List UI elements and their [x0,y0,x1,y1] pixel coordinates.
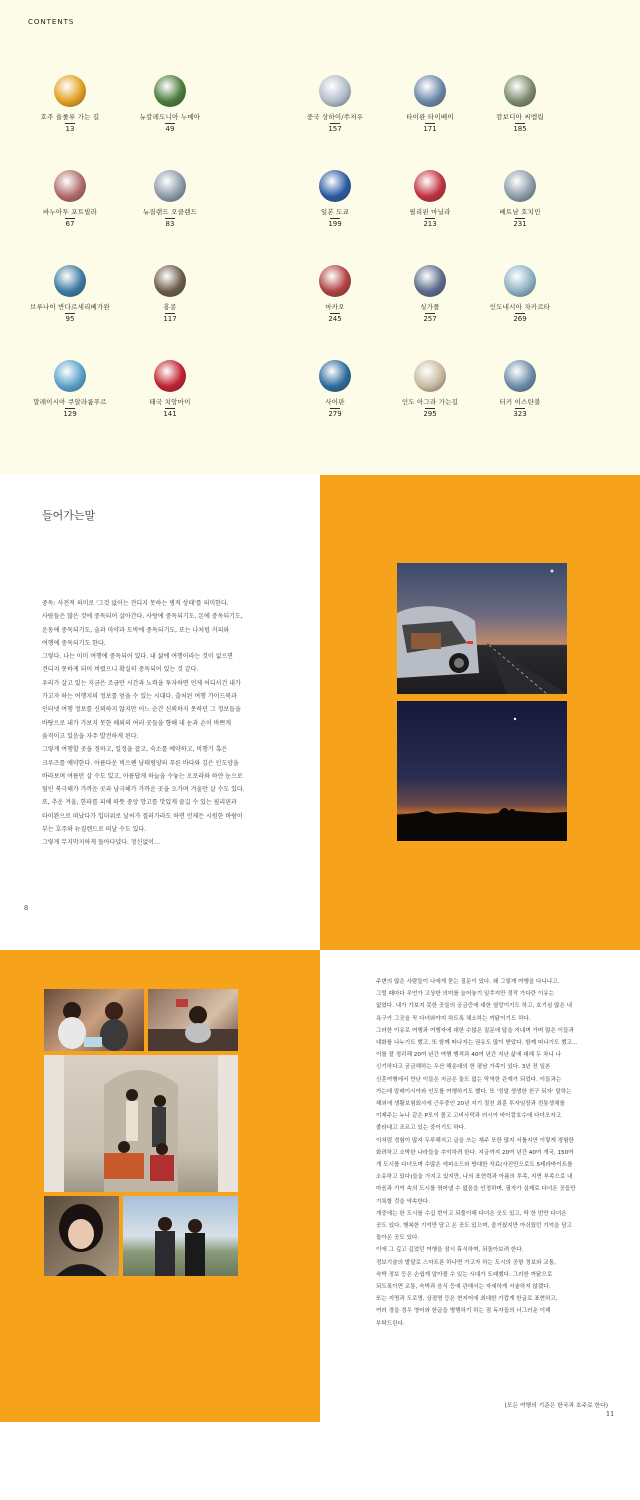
body-line: 해외에 생활보험회사에 근무중인 20년 지기 절친 최훈 투자임장과 전통생채를 [376,1101,565,1108]
intro-line: 바탕으로 내가 가보지 못한 해외의 여러 곳들을 향해 내 눈과 손이 바쁘게 [42,719,232,727]
toc-thumbnail [54,75,86,107]
body-line: 개 도시를 다녀오며 수많은 에피소드와 방대한 자료(사진만으로도 5테라바이트를 [376,1162,573,1169]
toc-page-number: 49 [165,125,175,133]
road-car-photo [397,563,567,694]
toc-thumbnail [504,360,536,392]
toc-page-number: 157 [328,125,342,133]
body-line: 되도록이면 교통, 숙박과 음식 등에 관해서는 자세하게 서술하지 않겠다. [376,1284,551,1291]
body-line: 졸라대고 조르고 있는 중이기도 하다. [376,1125,466,1132]
toc-page-number: 213 [423,220,437,228]
intro-line: 부는 호주와 뉴질랜드로 떠날 수도 있다. [42,826,147,834]
page-number-right: 11 [606,1410,615,1418]
toc-title: 일본 도쿄 [320,208,350,216]
body-line: 또는 지명과 도로명, 상점명 등은 현지어에 최대한 가깝게 한글로 표현하고, [376,1296,558,1303]
toc-page-number: 95 [65,315,75,323]
toc-page-number: 141 [163,410,177,418]
toc-rule [65,123,75,124]
toc-rule [330,408,340,409]
toc-entry[interactable] [15,170,125,228]
toc-rule [515,123,525,124]
toc-title: 태국 치앙마이 [149,398,191,406]
toc-rule [165,408,175,409]
body-line: 없었다. 내가 가보지 못한 곳들의 궁금증에 대한 열망이기도 하고, 호기심 많은 내 [376,1003,573,1010]
body-line: 숙박 정보 등은 손쉽게 알아볼 수 있는 시대가 도래했다. 그러한 까닭으로 [376,1271,553,1278]
toc-title: 인도 아그라 가는길 [401,398,459,406]
body-text [370,976,606,1330]
toc-rule [165,123,175,124]
intro-line: 그렇게 무지막지하게 돌아다녔다. 정신없이… [42,839,160,847]
toc-rule [165,313,175,314]
toc-title: 필리핀 마닐라 [409,208,451,216]
toc-entry[interactable] [115,265,225,323]
toc-entry[interactable] [115,75,225,133]
page-number-left: 8 [24,904,29,912]
body-line: 소유하고 있다)들을 가지고 있지만, 나의 표현력과 아픔의 투족, 지면 부족으로 내 [376,1174,573,1181]
body-line: 화려하고 소박한 나라들을 추억하려 한다. 지금까지 20여 년간 40여 개국, 150여 [376,1149,574,1156]
collage-photo-taj-mahal-group [44,1055,238,1192]
toc-title: 싱가폴 [420,303,440,311]
toc-thumbnail [414,265,446,297]
intro-body [42,597,274,850]
toc-page-number: 323 [513,410,527,418]
toc-entry[interactable] [15,360,125,418]
toc-title: 브루나이 반다르세리베가완 [29,303,110,311]
toc-entry[interactable] [280,360,390,418]
toc-title: 중국 상하이/쑤저우 [306,113,364,121]
toc-title: 터키 이스탄불 [499,398,541,406]
toc-title: 뉴질랜드 오클랜드 [142,208,198,216]
toc-thumbnail [319,360,351,392]
footnote: (모든 여행의 기준은 한국과 호주로 한다) [504,1403,608,1409]
toc-thumbnail [504,170,536,202]
toc-thumbnail [54,265,86,297]
body-line: 이제주는 누나 같은 P모이 몰고 고비사막과 러시아 바이칼호수에 다녀오자고 [376,1113,562,1120]
toc-page-number: 257 [423,315,437,323]
intro-line: 타이완으로 떠났다가 입더위로 날씨가 절러가라도 하면 언제든 시원한 바람이 [42,812,243,820]
intro-line: 인터넷 여행 정보를 신뢰하지 않지만 어느 순간 신뢰하지 못하던 그 정보들을 [42,706,241,714]
toc-thumbnail [154,360,186,392]
body-line: 그럴 때마다 무언가 고상한 의미를 늘어놓기 일쑤지만 정작 가다란 이유는 [376,991,555,998]
toc-thumbnail [414,75,446,107]
toc-page-number: 67 [65,220,75,228]
friends-1-illustration [44,989,144,1051]
toc-rule [330,218,340,219]
toc-title: 사이판 [325,398,345,406]
dinner-illustration [148,989,238,1051]
body-line: 주변의 많은 사람들이 나에게 묻는 질문이 있다. 왜 그렇게 여행을 다니냐고. [376,979,560,985]
body-line: 개중에는 한 도시를 수십 번이고 되풀이해 다녀온 곳도 있고, 딱 한 번만 다녀온 [376,1210,567,1217]
intro-line: 우리가 살고 있는 지금은 조금만 시간과 노력을 투자하면 언제 어디서건 내가 [42,679,241,687]
toc-entry[interactable] [465,170,575,228]
taj-group-illustration [44,1055,238,1192]
portrait-illustration [44,1196,119,1276]
body-line: 기록할 것을 약속한다. [376,1198,430,1205]
intro-line: 크루즈를 예약한다. 아름다운 빅으펜 남태평양의 푸른 바다와 깊은 인도양을 [42,759,239,767]
body-line: 정보기술의 발달로 스마트폰 하나면 가고자 하는 도시의 공항 정보와 교통, [376,1259,556,1266]
toc-title: 캄보디아 씨엠립 [496,113,544,121]
toc-entry[interactable] [115,170,225,228]
toc-page-number: 13 [65,125,75,133]
body-line: 욕구가 그곳을 꼭 다녀와야지 하도록 채소하는 까닭이기도 하다. [376,1015,531,1022]
toc-page-number: 199 [328,220,342,228]
toc-rule [65,313,75,314]
body-line: 마음과 기억 속의 도시를 엮어낼 수 없음을 인정하며, 필자가 실제로 다녀온 곳들만 [376,1186,576,1193]
toc-page-number: 117 [163,315,177,323]
toc-thumbnail [319,265,351,297]
toc-page-number: 185 [513,125,527,133]
body-line: 이에 그 깊고 깊었던 여행을 잠시 휴식하며, 되돌아보려 한다. [376,1247,524,1254]
intro-line: 그렇게 여행할 곳을 정하고, 일정을 잡고, 숙소를 예약하고, 비행기 혹은 [42,746,228,754]
body-line: 가는데 말레이시아와 인도를 여행하기도 했다. 또 '정말 생생한 친구 되자' 말하는 [376,1088,572,1095]
toc-thumbnail [54,360,86,392]
intro-line: 덮인 북극해가 가까운 곳과 남극해가 가까운 곳을 오가며 겨울만 살 수도 있다. [42,786,245,794]
toc-rule [425,408,435,409]
collage-photo-portrait [44,1196,119,1276]
toc-title: 바누아투 포트빌라 [42,208,98,216]
toc-page-number: 83 [165,220,175,228]
intro-line: 바라보며 여름만 살 수도 있고, 아름답게 하늘을 수놓는 오로라와 하얀 눈으로 [42,772,243,780]
body-line: 신혼여행에서 만난 이들은 지금은 둘도 없는 막역한 관계가 되었다. 이들과는 [376,1076,562,1083]
toc-entry[interactable] [115,360,225,418]
toc-page-number: 245 [328,315,342,323]
toc-thumbnail [54,170,86,202]
body-line: 여러 경을 경우 영어와 한글을 병행하기 하는 점 독자들의 너그러운 이해 [376,1308,551,1315]
body-line: 신기하다고 궁금해하는 우산 해운대의 한 평남 가족이 있다. 3년 전 일본 [376,1064,551,1071]
toc-rule [65,218,75,219]
toc-entry[interactable] [465,265,575,323]
toc-thumbnail [414,360,446,392]
toc-thumbnail [154,265,186,297]
toc-rule [515,313,525,314]
toc-page-number: 171 [423,125,437,133]
toc-entry[interactable] [280,75,390,133]
toc-entry[interactable] [465,75,575,133]
toc-rule [65,408,75,409]
body-line: 이를 잘 정리해 20여 년간 여행 행적과 40여 년간 지난 삶에 대해 두 차니 나 [376,1052,562,1059]
body-line: 이처럼 경험이 많지 두루해지고 글을 쓰는 재주 또한 많지 서툴지만 이렇게 경험한 [376,1137,574,1144]
toc-thumbnail [319,170,351,202]
intro-line: 사람들은 많은 것에 중독되어 살아간다. 사랑에 중독되기도, 돈에 중독되기도, [42,613,243,621]
toc-page-number: 231 [513,220,527,228]
toc-rule [515,218,525,219]
intro-line: 운동에 중독되기도, 술과 마약과 도박에 중독되기도, 또는 나처럼 커피와 [42,626,230,634]
body-line: 돌아온 곳도 있다. [376,1235,420,1242]
toc-title: 마카오 [325,303,345,311]
toc-rule [165,218,175,219]
toc-title: 베트남 호치민 [499,208,541,216]
toc-title: 타이완 타이베이 [406,113,454,121]
contents-label: CONTENTS [28,18,75,26]
toc-thumbnail [154,170,186,202]
collage-photo-friends-1 [44,989,144,1051]
intro-line: 견디지 못하게 되어 버렸으니 확실히 중독되어 있는 것 같다. [42,666,199,674]
toc-page-number: 295 [423,410,437,418]
intro-line: 움직이고 있음을 자주 발견하게 된다. [42,732,139,740]
toc-thumbnail [504,265,536,297]
collage-photo-two-men [123,1196,238,1276]
dusk-illustration [397,701,567,841]
toc-title: 홍콩 [163,303,177,311]
toc-entry[interactable] [15,265,125,323]
toc-rule [425,313,435,314]
dusk-horizon-photo [397,701,567,841]
toc-entry[interactable] [280,265,390,323]
toc-rule [330,123,340,124]
intro-line: 가고자 하는 여행지의 정보를 얻을 수 있는 시대다. 출처된 여행 가이드북과 [42,693,237,701]
toc-page-number: 129 [63,410,77,418]
intro-line: 여행에 중독되기도 한다. [42,639,106,647]
intro-line: 그렇다. 나는 이미 여행에 중독되어 있다. 내 삶에 여행이라는 것이 없으면 [42,653,233,661]
intro-line: 또, 추운 겨울, 한파를 피해 따뜻 중앙 망고를 맛있게 즐길 수 있는 필리핀과 [42,799,237,807]
toc-title: 말레이시아 쿠알라룸푸르 [33,398,107,406]
body-line: 그러한 이유로 여행과 여행자에 대한 수많은 질문에 답을 지내며 가며 많은 이들과 [376,1027,574,1034]
toc-rule [425,218,435,219]
toc-entry[interactable] [465,360,575,418]
toc-rule [515,408,525,409]
toc-rule [425,123,435,124]
toc-title: 뉴칼레도니아 누메아 [139,113,201,121]
two-men-illustration [123,1196,238,1276]
road-car-illustration [397,563,567,694]
intro-line: 중독: 사전적 의미로 '그것 없이는 견디지 못하는 병적 상태'를 의미한다. [42,600,229,607]
intro-heading: 들어가는말 [42,509,96,522]
body-line: 곳도 있다. 행복한 기억만 담고 온 곳도 있으며, 즐거웠지만 아쉬웠던 기억을 담고 [376,1223,573,1230]
toc-title: 호주 울룰루 가는 길 [40,113,100,121]
toc-thumbnail [319,75,351,107]
toc-title: 인도네시아 자카르타 [489,303,551,311]
toc-page-number: 279 [328,410,342,418]
body-line: 부탁드린다. [376,1320,405,1327]
toc-page-number: 269 [513,315,527,323]
toc-entry[interactable] [15,75,125,133]
toc-thumbnail [154,75,186,107]
body-line: 대화를 나누기도 했고, 또 함께 떠나자는 권유도 많이 받았다. 함께 떠나기도 했고… [376,1040,578,1047]
collage-photo-dinner [148,989,238,1051]
toc-rule [330,313,340,314]
toc-thumbnail [414,170,446,202]
toc-thumbnail [504,75,536,107]
toc-entry[interactable] [280,170,390,228]
